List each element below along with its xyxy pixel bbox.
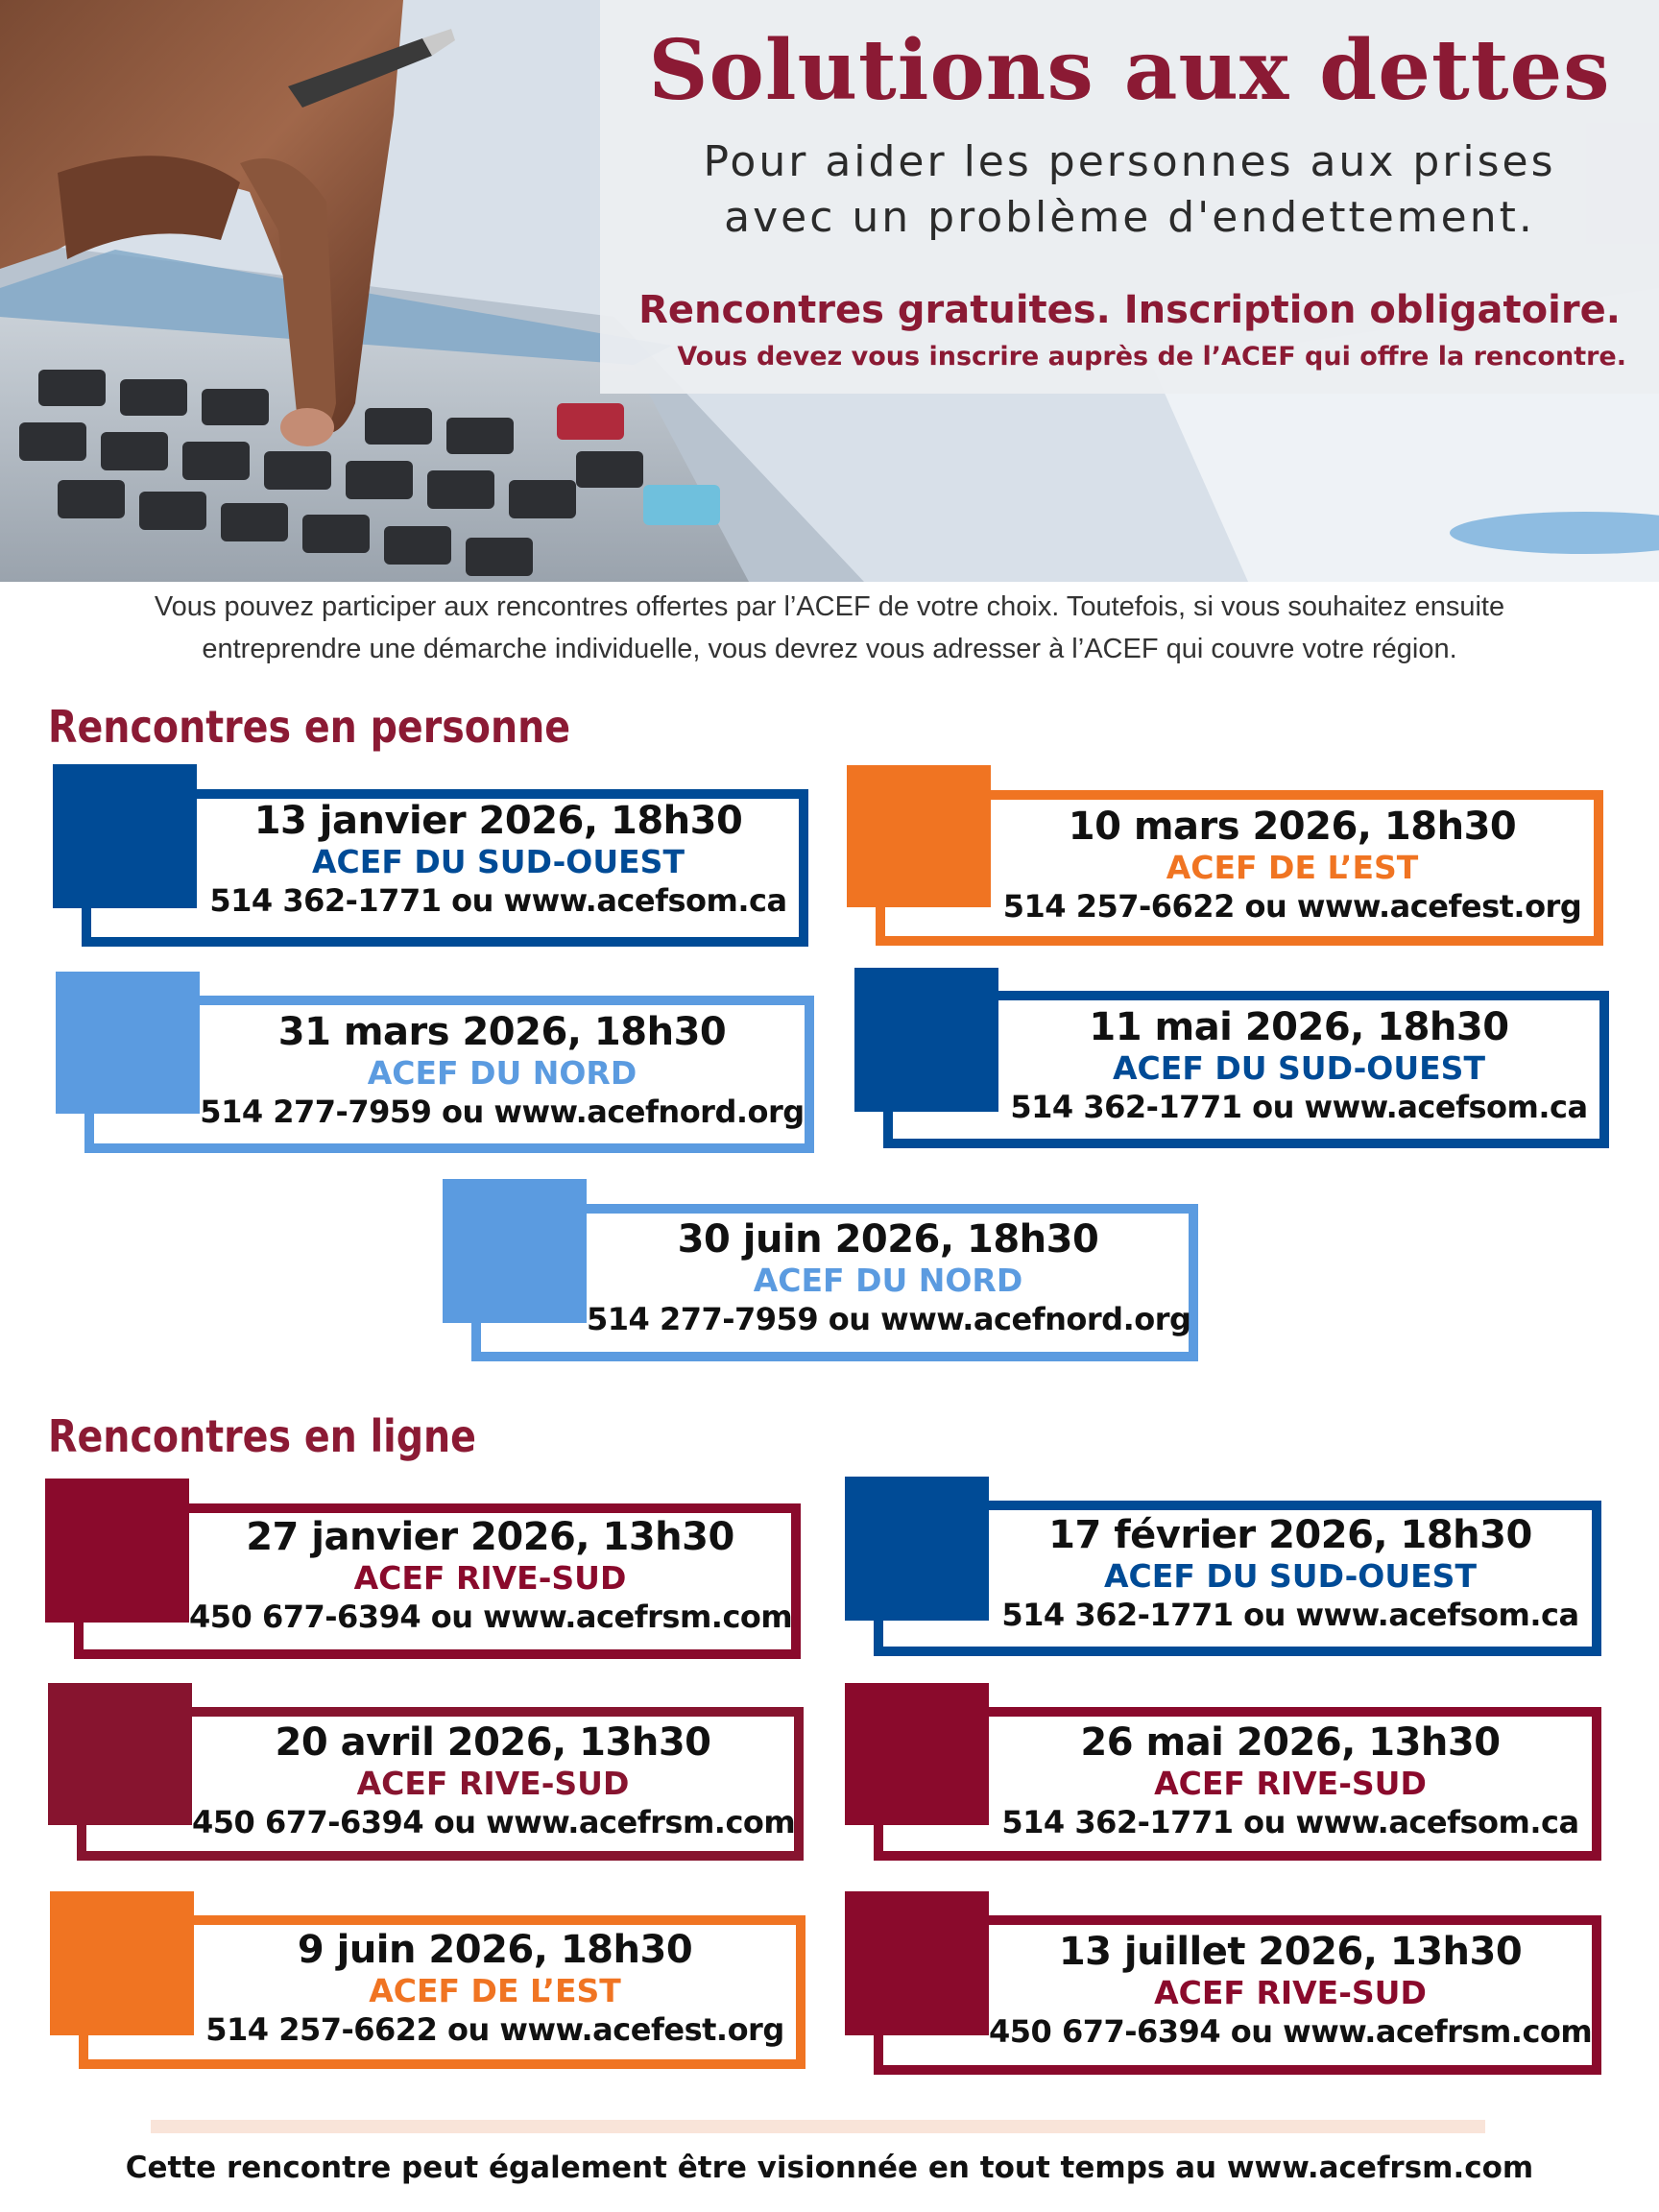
event-details	[991, 805, 1594, 926]
event-contact[interactable]: 514 362-1771 ou www.acefsom.ca	[1001, 1597, 1579, 1633]
event-contact[interactable]: 514 362-1771 ou www.acefsom.ca	[1010, 1089, 1588, 1125]
event-organization: ACEF DU SUD-OUEST	[1104, 1557, 1477, 1595]
event-details	[587, 1217, 1190, 1338]
event-organization: ACEF RIVE-SUD	[353, 1559, 627, 1597]
event-organization: ACEF DE L’EST	[1166, 849, 1419, 886]
page-subtitle	[600, 134, 1659, 246]
event-contact[interactable]: 514 277-7959 ou www.acefnord.org	[587, 1301, 1191, 1337]
event-contact[interactable]: 450 677-6394 ou www.acefrsm.com	[192, 1804, 796, 1840]
event-color-block	[847, 765, 991, 907]
event-contact[interactable]: 514 257-6622 ou www.acefest.org	[205, 2011, 784, 2048]
event-organization: ACEF RIVE-SUD	[1154, 1974, 1427, 2011]
event-color-block	[53, 764, 197, 908]
intro-line-1: Vous pouvez participer aux rencontres offertes par l’ACEF de votre choix. Toutefois, si vous souhaitez ensuite	[154, 591, 1505, 622]
event-details	[189, 1515, 791, 1636]
event-organization: ACEF RIVE-SUD	[356, 1765, 630, 1802]
footer-divider	[151, 2120, 1485, 2133]
event-contact[interactable]: 514 362-1771 ou www.acefsom.ca	[1001, 1804, 1579, 1840]
event-date: 9 juin 2026, 18h30	[297, 1928, 693, 1972]
intro-line-2: entreprendre une démarche individuelle, vous devrez vous adresser à l’ACEF qui couvre votre région.	[202, 634, 1457, 664]
event-color-block	[845, 1477, 989, 1621]
page-title: Solutions aux dettes	[648, 22, 1611, 119]
event-date: 27 janvier 2026, 13h30	[246, 1515, 734, 1559]
event-organization: ACEF DU SUD-OUEST	[312, 843, 685, 880]
event-date: 13 janvier 2026, 18h30	[253, 799, 743, 843]
event-contact[interactable]: 514 362-1771 ou www.acefsom.ca	[209, 882, 787, 919]
event-color-block	[48, 1683, 192, 1825]
event-date: 17 février 2026, 18h30	[1048, 1513, 1532, 1557]
event-details	[989, 1513, 1592, 1634]
event-contact[interactable]: 514 257-6622 ou www.acefest.org	[1002, 888, 1582, 925]
event-details	[197, 799, 800, 920]
event-color-block	[443, 1179, 587, 1323]
intro-paragraph	[0, 586, 1659, 670]
subtitle-line-2: avec un problème d'endettement.	[724, 193, 1535, 242]
event-date: 30 juin 2026, 18h30	[677, 1217, 1099, 1262]
section-title-online: Rencontres en ligne	[48, 1410, 477, 1462]
event-organization: ACEF DU SUD-OUEST	[1113, 1049, 1485, 1087]
event-details	[998, 1005, 1599, 1126]
event-details	[194, 1928, 796, 2049]
event-date: 20 avril 2026, 13h30	[275, 1720, 711, 1765]
event-color-block	[45, 1479, 189, 1623]
event-details	[192, 1720, 794, 1841]
event-color-block	[50, 1891, 194, 2035]
register-instruction: Vous devez vous inscrire auprès de l’ACEF qui offre la rencontre.	[677, 342, 1626, 372]
event-date: 13 juillet 2026, 13h30	[1058, 1930, 1523, 1974]
event-details	[989, 1930, 1592, 2051]
event-date: 31 mars 2026, 18h30	[277, 1010, 727, 1054]
event-contact[interactable]: 450 677-6394 ou www.acefrsm.com	[189, 1599, 793, 1635]
event-date: 11 mai 2026, 18h30	[1089, 1005, 1509, 1049]
event-color-block	[845, 1891, 989, 2035]
event-organization: ACEF DU NORD	[753, 1262, 1023, 1299]
event-organization: ACEF DE L’EST	[369, 1972, 621, 2009]
free-registration-note: Rencontres gratuites. Inscription obligatoire.	[638, 288, 1621, 332]
subtitle-line-1: Pour aider les personnes aux prises	[703, 137, 1556, 186]
event-contact[interactable]: 514 277-7959 ou www.acefnord.org	[200, 1094, 805, 1130]
event-color-block	[854, 968, 998, 1112]
hero-banner	[0, 0, 1659, 582]
event-date: 10 mars 2026, 18h30	[1068, 805, 1517, 849]
footer-note: Cette rencontre peut également être visionnée en tout temps au www.acefrsm.com	[125, 2151, 1534, 2185]
event-contact[interactable]: 450 677-6394 ou www.acefrsm.com	[989, 2013, 1593, 2050]
event-organization: ACEF DU NORD	[367, 1054, 637, 1092]
event-details	[200, 1010, 805, 1131]
event-organization: ACEF RIVE-SUD	[1154, 1765, 1427, 1802]
event-color-block	[56, 972, 200, 1114]
event-color-block	[845, 1683, 989, 1825]
event-details	[989, 1720, 1592, 1841]
event-date: 26 mai 2026, 13h30	[1080, 1720, 1501, 1765]
section-title-in-person: Rencontres en personne	[48, 701, 571, 753]
